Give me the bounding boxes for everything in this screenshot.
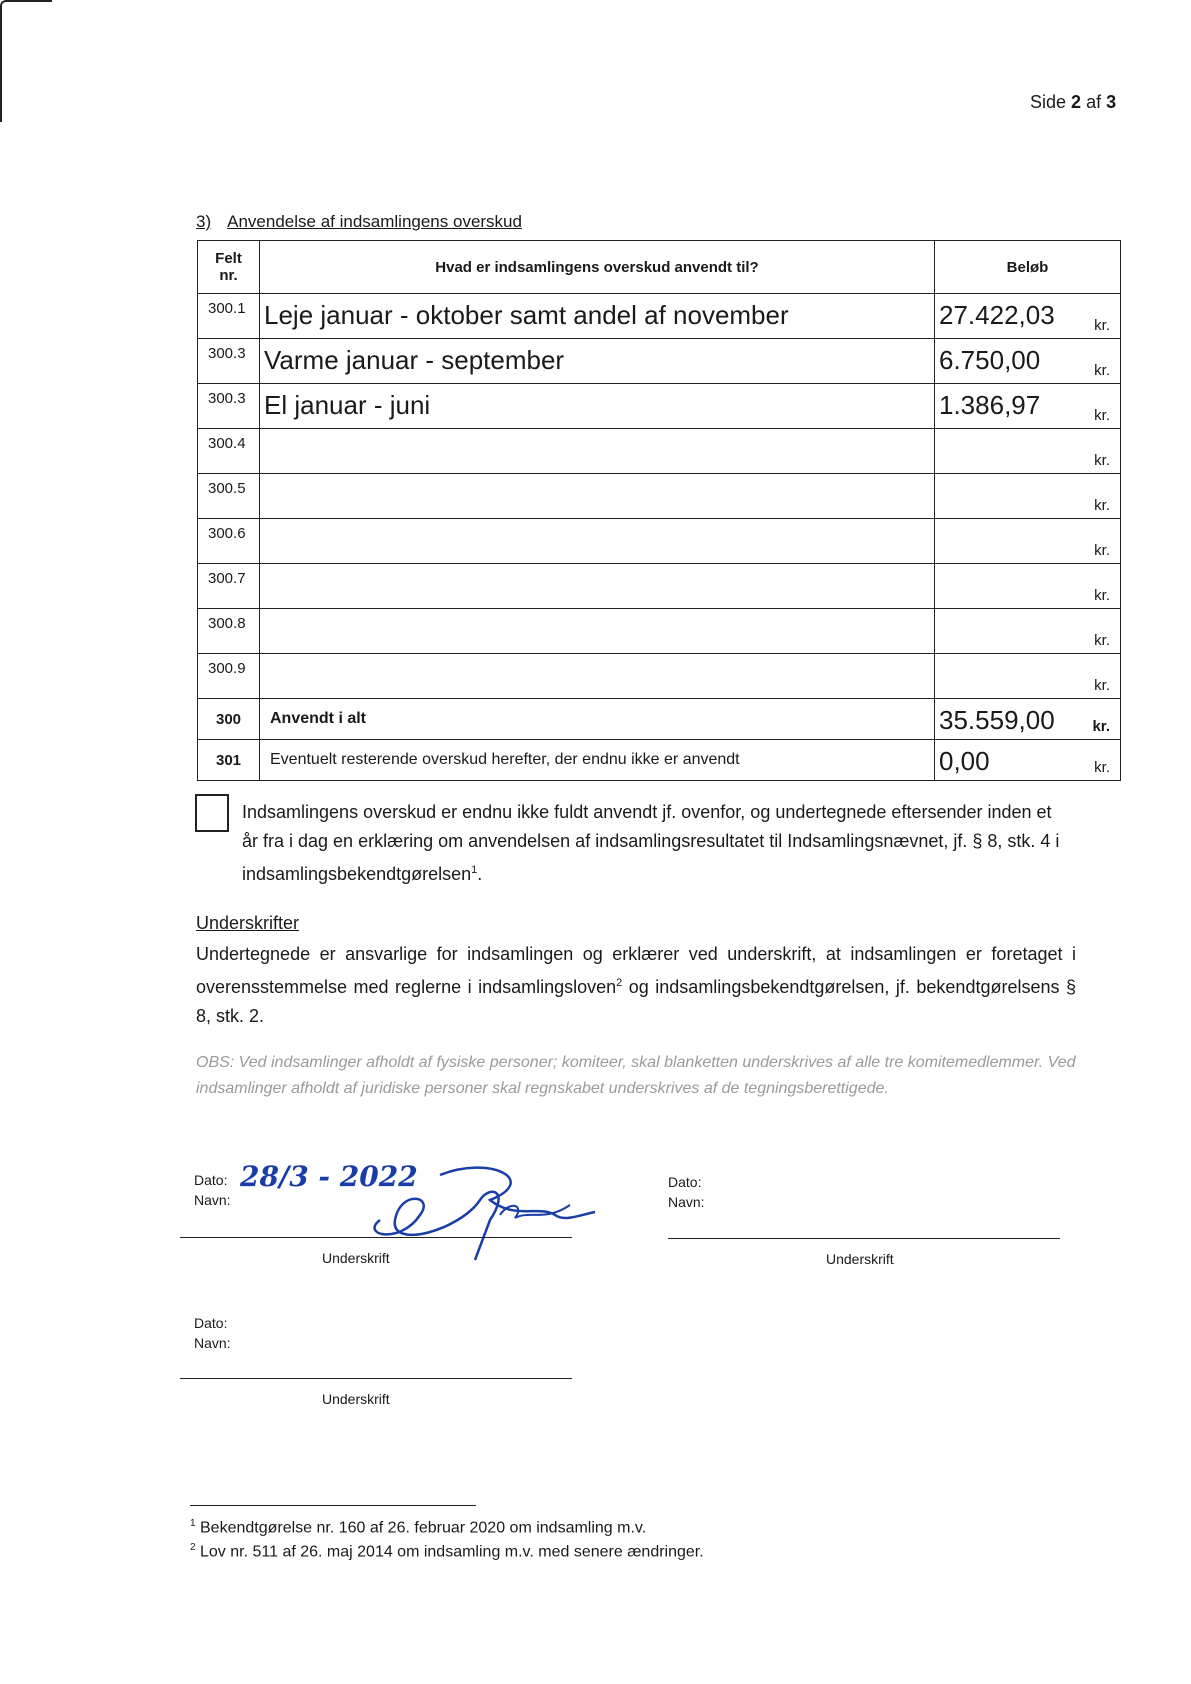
currency-label: kr. bbox=[1094, 362, 1110, 379]
table-row bbox=[198, 474, 1121, 519]
underskrift-label-1: Underskrift bbox=[322, 1250, 390, 1266]
underskrift-label-2: Underskrift bbox=[826, 1251, 894, 1267]
row-description[interactable]: Leje januar - oktober samt andel af november bbox=[260, 294, 935, 339]
row-description[interactable] bbox=[260, 654, 935, 699]
currency-label: kr. bbox=[1094, 407, 1110, 424]
section-title: 3) Anvendelse af indsamlingens overskud bbox=[196, 212, 522, 231]
signatures-statement: Undertegnede er ansvarlige for indsamlingen og erklærer ved underskrift, at indsamlingen er foretaget i overensstemmelse med reglerne i indsamlingsloven$^2$ og indsamlingsbekendtgørelsen, jf. bekendtgørelsens § 8, stk. 2. bbox=[196, 944, 1076, 1026]
currency-label: kr. bbox=[1094, 677, 1110, 694]
footnote-2: $^2$ Lov nr. 511 af 26. maj 2014 om indsamling m.v. med senere ændringer. bbox=[190, 1542, 704, 1561]
table-row bbox=[198, 384, 1121, 429]
row-amount bbox=[935, 661, 939, 667]
total-amount: 35.559,00 bbox=[939, 705, 1055, 735]
currency-label: kr. bbox=[1094, 317, 1110, 334]
row-description[interactable] bbox=[260, 429, 935, 474]
row-amount-cell[interactable] bbox=[935, 294, 1121, 339]
header-description: Hvad er indsamlingens overskud anvendt til? bbox=[260, 241, 935, 294]
footnote-separator bbox=[190, 1505, 476, 1506]
navn-label-1: Navn: bbox=[194, 1192, 231, 1208]
currency-label: kr. bbox=[1094, 497, 1110, 514]
currency-label: kr. bbox=[1094, 542, 1110, 559]
row-amount-cell[interactable] bbox=[935, 609, 1121, 654]
header-felt: Felt nr. bbox=[198, 241, 260, 294]
navn-label-2: Navn: bbox=[668, 1194, 705, 1210]
obs-note: OBS: Ved indsamlinger afholdt af fysiske personer; komiteer, skal blanketten underskrives af alle tre komitemedlemmer. Ved indsamlinger afholdt af juridiske personer skal regnskabet underskrives af de tegningsberettigede. bbox=[196, 1054, 1076, 1097]
total-row bbox=[198, 699, 1121, 740]
table-row bbox=[198, 294, 1121, 339]
row-number: 300.8 bbox=[198, 609, 260, 654]
signature-line-2 bbox=[668, 1238, 1060, 1239]
row-number: 300.4 bbox=[198, 429, 260, 474]
dato-label-1: Dato: bbox=[194, 1172, 228, 1188]
currency-label: kr. bbox=[1094, 587, 1110, 604]
table-row bbox=[198, 609, 1121, 654]
row-amount-cell[interactable] bbox=[935, 384, 1121, 429]
row-amount-cell[interactable] bbox=[935, 429, 1121, 474]
row-amount: 1.386,97 bbox=[939, 390, 1041, 420]
row-number: 300.5 bbox=[198, 474, 260, 519]
row-amount bbox=[935, 616, 939, 622]
row-amount bbox=[935, 571, 939, 577]
scan-corner-mark bbox=[0, 0, 52, 122]
row-number: 300.3 bbox=[198, 339, 260, 384]
not-fully-used-checkbox[interactable] bbox=[195, 794, 229, 832]
row-number: 300.6 bbox=[198, 519, 260, 564]
row-description[interactable] bbox=[260, 519, 935, 564]
row-amount bbox=[935, 526, 939, 532]
remaining-label: Eventuelt resterende overskud herefter, der endnu ikke er anvendt bbox=[260, 740, 935, 781]
usage-table bbox=[197, 240, 1121, 781]
remaining-amount-cell bbox=[935, 740, 1121, 781]
signatures-heading: Underskrifter bbox=[196, 913, 300, 933]
dato-label-3: Dato: bbox=[194, 1315, 228, 1331]
underskrift-label-3: Underskrift bbox=[322, 1391, 390, 1407]
total-num: 300 bbox=[198, 699, 260, 740]
table-row bbox=[198, 564, 1121, 609]
row-description[interactable] bbox=[260, 564, 935, 609]
row-amount-cell[interactable] bbox=[935, 519, 1121, 564]
row-amount-cell[interactable] bbox=[935, 339, 1121, 384]
row-number: 300.9 bbox=[198, 654, 260, 699]
footnote-1: $^1$ Bekendtgørelse nr. 160 af 26. februar 2020 om indsamling m.v. bbox=[190, 1518, 647, 1537]
row-description[interactable]: Varme januar - september bbox=[260, 339, 935, 384]
currency-label: kr. bbox=[1094, 759, 1110, 776]
remaining-amount: 0,00 bbox=[939, 746, 990, 776]
row-amount-cell[interactable] bbox=[935, 474, 1121, 519]
page-number: Side 2 af 3 bbox=[1030, 92, 1117, 112]
navn-label-3: Navn: bbox=[194, 1335, 231, 1351]
row-amount-cell[interactable] bbox=[935, 564, 1121, 609]
table-row bbox=[198, 654, 1121, 699]
row-description[interactable] bbox=[260, 609, 935, 654]
table-row bbox=[198, 429, 1121, 474]
dato-label-2: Dato: bbox=[668, 1174, 702, 1190]
row-number: 300.7 bbox=[198, 564, 260, 609]
table-row bbox=[198, 339, 1121, 384]
row-description[interactable] bbox=[260, 474, 935, 519]
handwritten-date: 28/3 - 2022 bbox=[240, 1160, 418, 1193]
remaining-row bbox=[198, 740, 1121, 781]
currency-label: kr. bbox=[1094, 452, 1110, 469]
table-header-row bbox=[198, 241, 1121, 294]
row-amount-cell[interactable] bbox=[935, 654, 1121, 699]
row-number: 300.3 bbox=[198, 384, 260, 429]
total-amount-cell bbox=[935, 699, 1121, 740]
row-amount bbox=[935, 436, 939, 442]
row-number: 300.1 bbox=[198, 294, 260, 339]
total-label: Anvendt i alt bbox=[260, 699, 935, 740]
signature-line-1 bbox=[180, 1237, 572, 1238]
currency-label: kr. bbox=[1092, 718, 1110, 735]
row-amount bbox=[935, 481, 939, 487]
remaining-num: 301 bbox=[198, 740, 260, 781]
row-description[interactable]: El januar - juni bbox=[260, 384, 935, 429]
row-amount: 27.422,03 bbox=[939, 300, 1055, 330]
row-amount: 6.750,00 bbox=[939, 345, 1041, 375]
checkbox-statement: Indsamlingens overskud er endnu ikke fuldt anvendt jf. ovenfor, og undertegnede eftersender inden et år fra i dag en erklæring om anvendelsen af indsamlingsresultatet til Indsamlingsnævnet, jf. § 8, stk. 4 i indsamlingsbekendtgørelsen$^1$. bbox=[242, 802, 1060, 884]
header-amount: Beløb bbox=[935, 241, 1121, 294]
signature-line-3 bbox=[180, 1378, 572, 1379]
currency-label: kr. bbox=[1094, 632, 1110, 649]
table-row bbox=[198, 519, 1121, 564]
